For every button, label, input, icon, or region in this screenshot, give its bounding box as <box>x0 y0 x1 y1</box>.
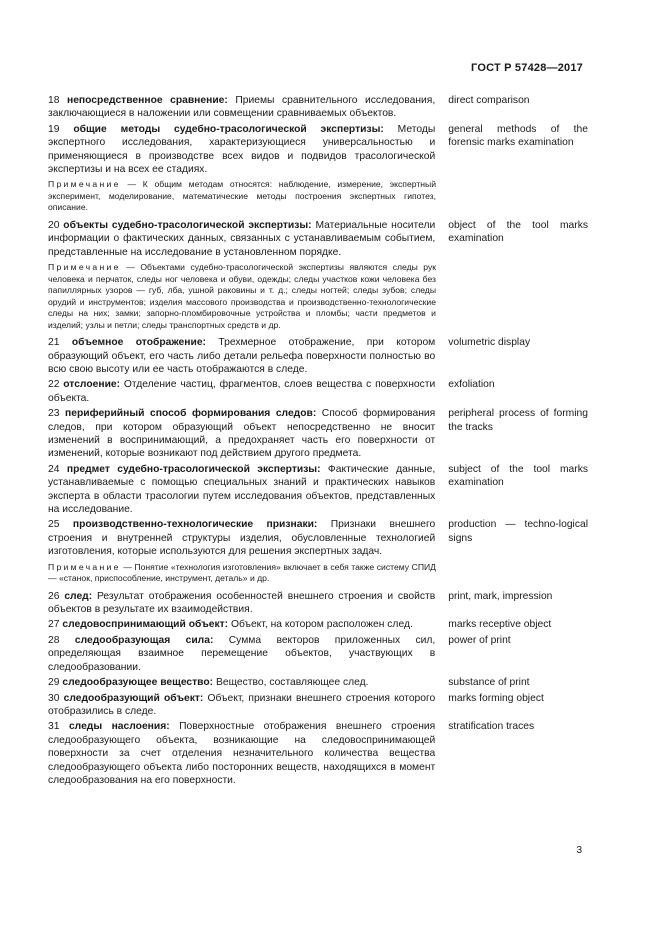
page-number: 3 <box>576 845 582 856</box>
term-definition: Объект, на котором расположен след. <box>230 619 413 631</box>
term-definition: Методы экспертного исследования, характеризующиеся универсальностью и применяющиеся в производстве всех видов и подвидов трасологической экспертизы и на всех ее стадиях. <box>48 123 436 176</box>
term-entry <box>48 634 588 674</box>
term-definition-ru <box>48 518 435 558</box>
term-definition: Поверхностные отображения внешнего строения следообразующего объекта, возникающие на следовоспринимающей поверхности за счет отделения незначительного количества вещества следообразующего объекта либо посторонних веществ, находящихся в момент следообразования на его поверхности. <box>48 721 436 786</box>
term-definition-ru <box>48 634 435 674</box>
term-note <box>48 179 436 214</box>
term-name: предмет судебно-трасологической экспертизы: <box>66 463 321 475</box>
term-entry <box>48 618 588 631</box>
standard-number: ГОСТ Р 57428—2017 <box>471 62 583 74</box>
term-definition-ru <box>48 692 435 719</box>
term-number: 28 <box>48 634 60 646</box>
terms-list <box>48 94 588 789</box>
note-label: Примечание <box>48 179 121 190</box>
term-definition: Объект, признаки внешнего строения которого отобразились в следе. <box>48 692 436 717</box>
term-number: 31 <box>48 721 60 733</box>
term-english-equivalent: object of the tool marks examination <box>448 219 588 245</box>
term-definition-ru <box>48 378 435 405</box>
term-definition-ru <box>48 336 435 376</box>
term-name: след: <box>64 590 93 602</box>
term-name: общие методы судебно-трасологической экспертизы: <box>73 123 384 135</box>
term-definition-ru <box>48 590 435 617</box>
term-name: непосредственное сравнение: <box>66 95 228 106</box>
term-english-equivalent: general methods of the forensic marks examination <box>448 123 588 149</box>
term-number: 21 <box>48 337 60 349</box>
term-name: следы наслоения: <box>68 721 170 733</box>
term-name: следовоспринимающий объект: <box>62 619 229 631</box>
term-entry <box>48 518 588 558</box>
term-number: 30 <box>48 692 60 704</box>
term-english-equivalent: marks receptive object <box>448 619 552 631</box>
term-name: следообразующий объект: <box>63 692 204 704</box>
term-definition: Признаки внешнего строения и внутренней структуры изделия, обусловленные технологией изготовления, которые используются для решения экспертных задач. <box>48 519 436 558</box>
term-definition: Способ формирования следов, при котором образующий объект непосредственно не вносит изменений в воспринимающий, а предохраняет часть его поверхности от изменений, которые возникают под действием другого предмета. <box>48 408 436 460</box>
term-number: 27 <box>48 619 60 631</box>
term-note <box>48 262 436 331</box>
term-definition: Отделение частиц, фрагментов, слоев вещества с поверхности объекта. <box>48 379 436 404</box>
term-entry <box>48 123 588 177</box>
note-label: Примечание <box>48 262 121 273</box>
term-definition-ru <box>48 123 435 177</box>
term-entry <box>48 463 588 517</box>
term-english-equivalent: volumetric display <box>448 337 531 349</box>
term-number: 18 <box>48 95 60 106</box>
term-number: 22 <box>48 379 60 391</box>
term-entry <box>48 336 588 376</box>
note-text: — К общим методам относятся: наблюдение, измерение, экспертный эксперимент, моделирование, математические методы построения экспертных гипотез, описание. <box>48 179 436 213</box>
term-name: производственно-технологические признаки: <box>72 519 318 531</box>
term-definition: Приемы сравнительного исследования, заключающиеся в наложении или совмещении сравниваемых объектов. <box>48 95 436 120</box>
term-entry <box>48 692 588 719</box>
term-definition: Сумма векторов приложенных сил, определяющая взаимное перемещение объектов, участвующих в следообразовании. <box>48 634 436 673</box>
term-entry <box>48 407 588 461</box>
note-text: — Понятие «технология изготовления» включает в себя также систему СПИД — «станок, приспособление, инструмент, деталь» и др. <box>48 561 436 584</box>
term-definition-ru <box>48 618 435 631</box>
term-name: периферийный способ формирования следов: <box>65 408 317 420</box>
term-definition-ru <box>48 676 435 689</box>
term-number: 23 <box>48 408 60 420</box>
term-note <box>48 562 436 585</box>
term-english-equivalent: direct comparison <box>448 95 530 106</box>
term-entry <box>48 590 588 617</box>
term-definition-ru <box>48 463 435 517</box>
term-definition: Трехмерное отображение, при котором образующий объект, его часть либо детали рельефа поверхности полностью во всю свою высоту или ее часть отображаются в следе. <box>48 337 436 375</box>
term-name: следообразующее вещество: <box>62 677 214 689</box>
term-definition-ru <box>48 407 435 461</box>
term-entry <box>48 94 588 121</box>
term-name: отслоение: <box>63 379 121 391</box>
term-number: 24 <box>48 463 60 475</box>
term-entry <box>48 720 588 787</box>
term-entry <box>48 676 588 689</box>
term-english-equivalent: production — techno-logical signs <box>448 519 588 544</box>
term-number: 26 <box>48 590 60 602</box>
term-definition: Результат отображения особенностей внешнего строения и свойств объектов в результате их взаимодействия. <box>48 590 436 616</box>
term-number: 29 <box>48 677 60 689</box>
term-name: объемное отображение: <box>71 337 206 349</box>
term-definition-ru <box>48 720 435 787</box>
term-english-equivalent: subject of the tool marks examination <box>448 463 588 489</box>
term-name: объекты судебно-трасологической экспертизы: <box>63 219 312 231</box>
term-entry <box>48 378 588 405</box>
term-definition-ru <box>48 219 435 259</box>
term-definition: Материальные носители информации о фактических данных, связанных с устанавливаемым событием, представленные на исследование в установленном порядке. <box>48 219 436 258</box>
term-number: 25 <box>48 519 60 531</box>
term-number: 20 <box>48 219 60 231</box>
term-english-equivalent: print, mark, impression <box>448 590 553 602</box>
term-english-equivalent: marks forming object <box>448 692 544 704</box>
term-english-equivalent: power of print <box>448 634 511 646</box>
term-number: 19 <box>48 123 60 135</box>
term-definition: Вещество, составляющее след. <box>215 677 369 689</box>
term-entry <box>48 219 588 259</box>
term-english-equivalent: stratification traces <box>448 721 535 733</box>
note-label: Примечание <box>48 561 121 572</box>
term-english-equivalent: peripheral process of forming the tracks <box>448 408 588 433</box>
term-definition: Фактические данные, устанавливаемые с помощью специальных знаний и практических навыков эксперта в области трасологии путем исследования объектов, представленных на исследование. <box>48 463 436 516</box>
note-text: — Объектами судебно-трасологической экспертизы являются следы рук человека и перчаток, следы ног человека и обуви, одежды; следы участков кожи человека без папиллярных узоров — губ, лба, ушной раковины и т. д.; следы ногтей; следы зубов; следы орудий и инструментов; изделия массового производства и производственно-технологические следы на них; замки; запорно-пломбировочные устройства и пломбы; части предметов и изделий; узлы и петли; следы транспортных средств и др. <box>48 262 437 330</box>
term-english-equivalent: substance of print <box>448 677 530 689</box>
term-english-equivalent: exfoliation <box>448 379 495 391</box>
term-name: следообразующая сила: <box>74 634 214 646</box>
term-definition-ru <box>48 94 435 121</box>
